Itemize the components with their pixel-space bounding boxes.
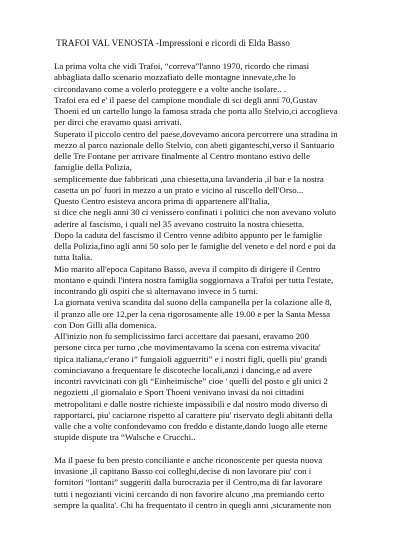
text-line-35: Ma il paese fu ben presto conciliante e anche riconoscente per questa nuova bbox=[54, 454, 323, 465]
text-line-24: con Don Gilli alla domenica. bbox=[54, 319, 157, 330]
text-line-37: fornitori “lontani” suggeriti dalla burocrazia per il Centro,ma di far lavorare bbox=[54, 477, 323, 488]
text-line-34: stupide dispute tra “Walsche e Crucchi.. bbox=[54, 432, 196, 443]
text-line-28: cominciavano a frequentare le discoteche locali,anzi i dancing,e ad avere bbox=[54, 364, 313, 375]
text-line-19: Mio marito all'epoca Capitano Basso, aveva il compito di dirigere il Centro bbox=[54, 263, 321, 274]
text-line-27: tipica italiana,c'erano i” fungaioli agguerriti” e i nostri figli, quelli piu' grandi bbox=[54, 353, 328, 364]
text-line-26: persone circa per turno ,che movimentavamo la scena con estrema vivacita' bbox=[54, 342, 321, 353]
text-line-39: sempre la qualita'. Chi ha frequentato il centro in quegli anni ,sicuramente non bbox=[54, 499, 332, 510]
text-line-2: abbagliata dallo scenario mozzafiato delle montagne innevate,che lo bbox=[54, 72, 296, 83]
text-line-4: Trafoi era ed e' il paese del campione mondiale di sci degli anni 70,Gustav bbox=[54, 94, 318, 105]
text-line-5: Thoeni ed un cartello lungo la famosa strada che porta allo Stelvio,ci accoglieva bbox=[54, 106, 338, 116]
text-line-6: per dirci che eravamo quasi arrivati. bbox=[54, 117, 182, 128]
text-line-32: rapportarci, piu' caciarone rispetto al carattere piu' riservato degli abitanti della bbox=[54, 409, 333, 420]
paragraph-gap bbox=[54, 444, 392, 455]
text-line-21: incontrando gli ospiti che si alternavano invece in 5 turni. bbox=[54, 286, 258, 296]
text-line-17: della Polizia,fino agli anni 50 solo per le famiglie del veneto e del nord e poi da bbox=[54, 241, 336, 251]
text-line-14: si dice che negli anni 30 ci venissero confinati i politici che non avevano voluto bbox=[54, 207, 336, 218]
text-line-1: La prima volta che vidi Trafoi, “correva”l'anno 1970, ricordo che rimasi bbox=[54, 61, 310, 71]
text-line-23: il pranzo alle ore 12,per la cena rigorosamente alle 19.00 e per la Santa Messa bbox=[54, 308, 331, 319]
document-title: TRAFOI VAL VENOSTA -Impressioni e ricordi di Elda Basso bbox=[56, 39, 290, 49]
text-line-16: Dopo la caduta del fascismo il Centro venne adibito appunto per le famiglie bbox=[54, 229, 323, 240]
text-line-13: Questo Centro esisteva ancora prima di appartenere all'Italia, bbox=[54, 196, 270, 206]
text-line-11: semplicemente due fabbricati ,una chiesetta,una lavanderia ,il bar e la nostra bbox=[54, 173, 324, 184]
text-line-25: All'inizio non fu semplicissimo farci accettare dai paesani, eravamo 200 bbox=[54, 331, 310, 341]
text-line-31: metropolitani e dalle nostre richieste impossibili e dal nostro modo diverso di bbox=[54, 398, 328, 409]
document-body bbox=[54, 61, 392, 511]
text-line-38: tutti i negozianti vicini cercando di non favorire alcuno ,ma premiando certo bbox=[54, 488, 325, 499]
text-line-12: casetta un po' fuori in mezzo a un prato e vicino al ruscello dell'Orso... bbox=[54, 184, 304, 195]
text-line-10: famiglie della Polizia, bbox=[54, 162, 132, 173]
text-line-9: delle Tre Fontane per arrivare finalmente al Centro montano estivo delle bbox=[54, 151, 310, 161]
text-line-20: montano e quindi l'intera nostra famiglia soggiornava a Trafoi per tutta l'estate, bbox=[54, 274, 334, 285]
text-line-18: tutta Italia. bbox=[54, 252, 93, 263]
text-line-8: mezzo al parco nazionale dello Stelvio, con abeti giganteschi,verso il Santuario bbox=[54, 139, 335, 150]
text-line-30: negozietti ,il giornalaio e Sport Thoeni venivano invasi da noi cittadini bbox=[54, 387, 305, 398]
text-line-29: incontri ravvicinati con gli “Einheimische” cioe ' quelli del posto e gli unici 2 bbox=[54, 376, 328, 386]
text-line-36: invasione ,il capitano Basso coi colleghi,decise di non lavorare piu' con i bbox=[54, 466, 312, 476]
text-line-15: aderire al fascismo, i quali nel 35 avevano costruito la nostra chiesetta. bbox=[54, 218, 305, 229]
text-line-22: La giornata veniva scandita dal suono della campanella per la colazione alle 8, bbox=[54, 297, 332, 308]
text-line-3: circondavano come a volerlo proteggere e a volte anche isolare.. . bbox=[54, 83, 287, 94]
text-line-33: valle che a volte confondevamo con freddo e distante,dando luogo alle eterne bbox=[54, 421, 328, 431]
text-line-7: Superato il piccolo centro del paese,dovevamo ancora percorrere una stradina in bbox=[54, 128, 338, 139]
